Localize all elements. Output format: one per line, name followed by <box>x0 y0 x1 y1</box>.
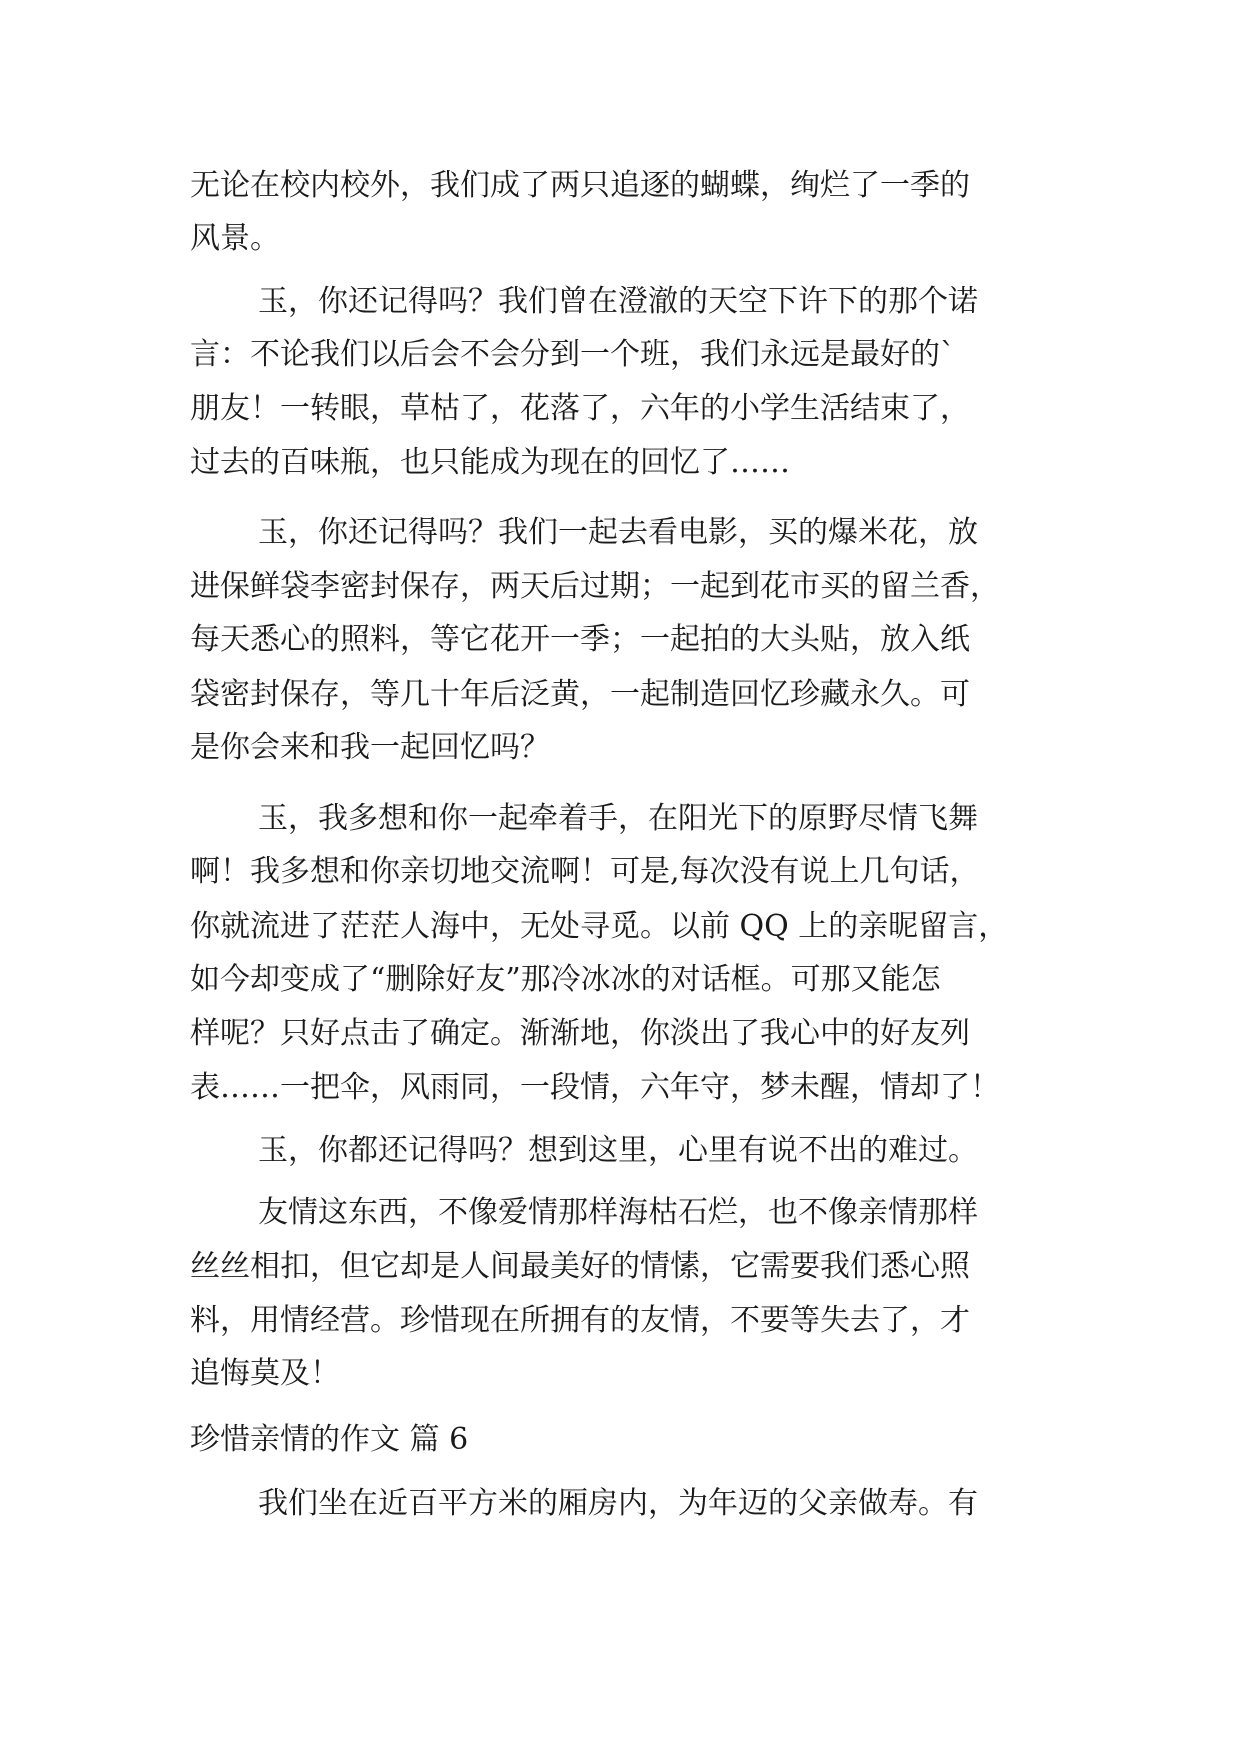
text-line: 友情这东西，不像爱情那样海枯石烂，也不像亲情那样 <box>258 1195 978 1230</box>
text-line: 无论在校内校外，我们成了两只追逐的蝴蝶，绚烂了一季的 <box>190 168 970 203</box>
text-line: 丝丝相扣，但它却是人间最美好的情愫，它需要我们悉心照 <box>190 1249 970 1284</box>
text-line: 是你会来和我一起回忆吗？ <box>190 730 550 765</box>
text-line: 言：不论我们以后会不会分到一个班，我们永远是最好的` <box>190 337 955 372</box>
section-heading: 珍惜亲情的作文 篇 6 <box>190 1422 469 1457</box>
text-line: 玉，你都还记得吗？想到这里，心里有说不出的难过。 <box>258 1133 978 1168</box>
text-line: 如今却变成了“删除好友”那冷冰冰的对话框。可那又能怎 <box>190 962 941 997</box>
text-line: 每天悉心的照料，等它花开一季；一起拍的大头贴，放入纸 <box>190 622 970 657</box>
text-line: 朋友！一转眼，草枯了，花落了，六年的小学生活结束了， <box>190 391 970 426</box>
text-line: 过去的百味瓶，也只能成为现在的回忆了…… <box>190 445 790 480</box>
text-line: 追悔莫及！ <box>190 1356 340 1391</box>
text-line: 我们坐在近百平方米的厢房内，为年迈的父亲做寿。有 <box>258 1486 978 1521</box>
text-line: 料，用情经营。珍惜现在所拥有的友情，不要等失去了，才 <box>190 1303 970 1338</box>
text-line: 袋密封保存，等几十年后泛黄，一起制造回忆珍藏永久。可 <box>190 677 970 712</box>
text-line: 玉，你还记得吗？我们曾在澄澈的天空下许下的那个诺 <box>258 284 978 319</box>
text-line: 样呢？只好点击了确定。渐渐地，你淡出了我心中的好友列 <box>190 1016 970 1051</box>
text-line: 玉，我多想和你一起牵着手，在阳光下的原野尽情飞舞 <box>258 801 978 836</box>
text-line: 进保鲜袋李密封保存，两天后过期；一起到花市买的留兰香， <box>190 569 1000 604</box>
text-line: 玉，你还记得吗？我们一起去看电影，买的爆米花，放 <box>258 515 978 550</box>
text-line: 你就流进了茫茫人海中，无处寻觅。以前 QQ 上的亲昵留言， <box>190 909 1009 944</box>
text-line: 表……一把伞，风雨同，一段情，六年守，梦未醒，情却了！ <box>190 1070 1000 1105</box>
text-line: 啊！我多想和你亲切地交流啊！可是,每次没有说上几句话， <box>190 854 980 889</box>
text-line: 风景。 <box>190 221 280 256</box>
